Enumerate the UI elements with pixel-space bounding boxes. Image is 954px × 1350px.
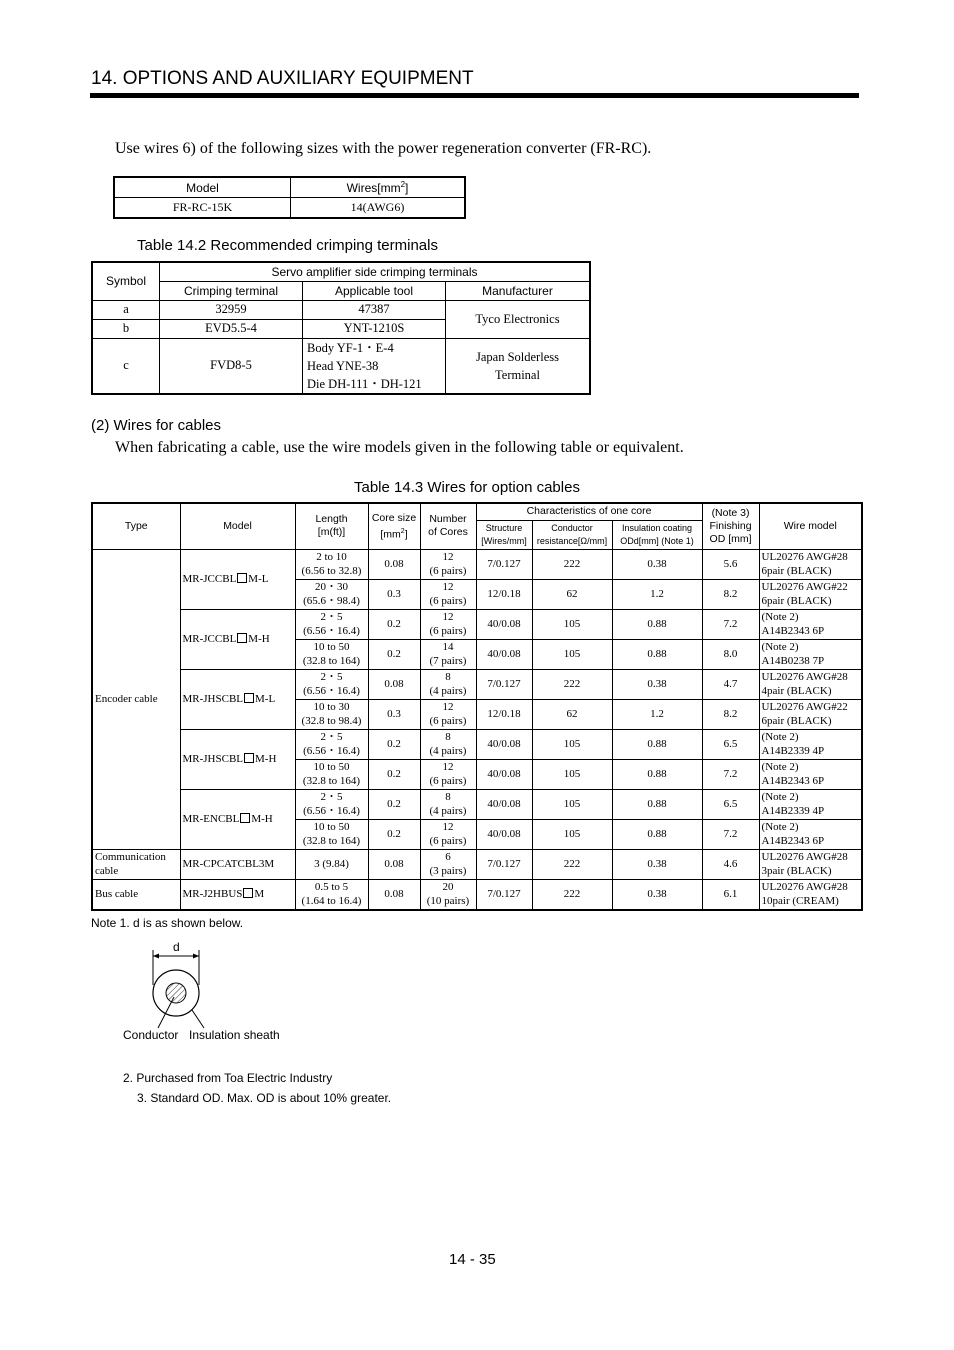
table-row [92,879,862,910]
conductor-circle [166,983,186,1003]
cell-structure: 12/0.18 [476,579,532,609]
cell-length: 2 to 10 (6.56 to 32.8) [295,549,368,579]
header-rule [90,93,859,98]
cell-core-size: 0.08 [368,549,420,579]
cell-core-size: 0.2 [368,609,420,639]
cell-core-size: 0.08 [368,879,420,910]
section-heading: (2) Wires for cables [91,417,222,434]
cell-cores: 8 (4 pairs) [420,669,476,699]
cell-wire-model: UL20276 AWG#28 3pair (BLACK) [759,849,862,879]
cell-insulation: 0.38 [612,549,702,579]
cell-insulation: 1.2 [612,699,702,729]
cell-tool: Body YF-1・E-4 Head YNE-38 Die DH-111・DH-121 [303,338,446,394]
cell-cores: 12 (6 pairs) [420,819,476,849]
cell-core-size: 0.2 [368,639,420,669]
cell-symbol: a [92,300,160,319]
cell-manufacturer: Tyco Electronics [446,300,591,338]
cell-cores: 6 (3 pairs) [420,849,476,879]
header-characteristics: Characteristics of one core [476,503,702,520]
header-type: Type [92,503,180,549]
cell-cores: 8 (4 pairs) [420,789,476,819]
cell-length: 2・5 (6.56・16.4) [295,669,368,699]
cell-symbol: c [92,338,160,394]
table-row [92,729,862,759]
header-wires: $Wires[mm^2]$ [291,177,466,198]
section-paragraph: When fabricating a cable, use the wire models given in the following table or equivalent. [115,439,684,456]
header-symbol: Symbol [92,262,160,300]
cell-insulation: 0.88 [612,789,702,819]
note-2: 2. Purchased from Toa Electric Industry [123,1071,333,1085]
cell-length: 2・5 (6.56・16.4) [295,789,368,819]
cell-wire-model: (Note 2) A14B2343 6P [759,609,862,639]
cell-cores: 12 (6 pairs) [420,699,476,729]
note-1: Note 1. d is as shown below. [91,916,244,930]
cell-structure: 40/0.08 [476,789,532,819]
header-finishing: (Note 3) Finishing OD [mm] [702,503,759,549]
header-cores: Number of Cores [420,503,476,549]
cell-structure: 40/0.08 [476,729,532,759]
cell-structure: 7/0.127 [476,879,532,910]
cell-resistance: 62 [532,579,612,609]
cell-wire-model: UL20276 AWG#22 6pair (BLACK) [759,699,862,729]
cell-type: Communication cable [92,849,180,879]
cell-model: MR-JHSCBL M-L [180,669,295,729]
table-row [92,849,862,879]
cell-resistance: 222 [532,549,612,579]
placeholder-box-icon [244,693,254,703]
cell-cores: 20 (10 pairs) [420,879,476,910]
header-insulation: Insulation coating ODd[mm] (Note 1) [612,520,702,549]
cell-wire-model: (Note 2) A14B2339 4P [759,729,862,759]
cell-length: 2・5 (6.56・16.4) [295,729,368,759]
table2-title: Table 14.2 Recommended crimping terminals [137,237,438,254]
cell-resistance: 105 [532,819,612,849]
cell-resistance: 105 [532,789,612,819]
cell-length: 0.5 to 5 (1.64 to 16.4) [295,879,368,910]
option-cables-table [91,502,863,911]
cell-wire-model: UL20276 AWG#28 6pair (BLACK) [759,549,862,579]
cell-core-size: 0.08 [368,849,420,879]
cell-wire-model: (Note 2) A14B0238 7P [759,639,862,669]
cell-insulation: 0.38 [612,879,702,910]
header-group: Servo amplifier side crimping terminals [160,262,591,281]
cell-terminal: 32959 [160,300,303,319]
cell-structure: 40/0.08 [476,819,532,849]
cell-wire-model: UL20276 AWG#22 6pair (BLACK) [759,579,862,609]
cell-model: MR-JHSCBL M-H [180,729,295,789]
note-3: 3. Standard OD. Max. OD is about 10% greater. [137,1091,392,1105]
header-resistance: Conductor resistance[Ω/mm] [532,520,612,549]
cell-cores: 8 (4 pairs) [420,729,476,759]
header-tool: Applicable tool [303,281,446,300]
header-model: Model [114,177,291,198]
cell-wire-model: (Note 2) A14B2343 6P [759,819,862,849]
figure-label-insulation: Insulation sheath [189,1028,280,1042]
header-terminal: Crimping terminal [160,281,303,300]
cell-core-size: 0.3 [368,699,420,729]
cell-finishing: 5.6 [702,549,759,579]
header-length: Length [m(ft)] [295,503,368,549]
page-number: 14 - 35 [449,1251,496,1268]
cell-tool: YNT-1210S [303,319,446,338]
arrow-head-right [193,954,199,959]
cell-length: 2・5 (6.56・16.4) [295,609,368,639]
cell-cores: 14 (7 pairs) [420,639,476,669]
table-row [92,789,862,819]
cell-insulation: 0.88 [612,729,702,759]
cell-insulation: 0.38 [612,669,702,699]
header-structure: Structure [Wires/mm] [476,520,532,549]
placeholder-box-icon [237,633,247,643]
figure-label-conductor: Conductor [123,1028,179,1042]
table-row [92,609,862,639]
header-core-size: Core size $[mm^2]$ [368,503,420,549]
cell-core-size: 0.2 [368,819,420,849]
cell-structure: 7/0.127 [476,549,532,579]
placeholder-box-icon [243,888,253,898]
cell-manufacturer: Japan Solderless Terminal [446,338,591,394]
cell-model: MR-J2HBUS M [180,879,295,910]
cell-core-size: 0.2 [368,759,420,789]
table-row [92,549,862,579]
cell-structure: 12/0.18 [476,699,532,729]
cell-length: 10 to 50 (32.8 to 164) [295,819,368,849]
cell-model: MR-ENCBL M-H [180,789,295,849]
intro-paragraph: Use wires 6) of the following sizes with the power regeneration converter (FR-RC). [115,140,652,157]
cell-structure: 7/0.127 [476,849,532,879]
cell-finishing: 7.2 [702,819,759,849]
cell-structure: 7/0.127 [476,669,532,699]
table-row [92,669,862,699]
crimping-terminals-table [91,261,591,395]
insulation-leader [192,1010,204,1028]
cell-length: 10 to 50 (32.8 to 164) [295,759,368,789]
cell-finishing: 8.2 [702,579,759,609]
cell-cores: 12 (6 pairs) [420,759,476,789]
cell-finishing: 8.0 [702,639,759,669]
cell-cores: 12 (6 pairs) [420,549,476,579]
table3-title: Table 14.3 Wires for option cables [354,479,580,496]
cell-wire-model: (Note 2) A14B2339 4P [759,789,862,819]
cell-symbol: b [92,319,160,338]
cell-cores: 12 (6 pairs) [420,579,476,609]
cell-model: FR-RC-15K [114,198,291,219]
cell-finishing: 7.2 [702,759,759,789]
cell-terminal: EVD5.5-4 [160,319,303,338]
cell-type: Encoder cable [92,549,180,849]
cell-terminal: FVD8-5 [160,338,303,394]
cell-wire-model: (Note 2) A14B2343 6P [759,759,862,789]
placeholder-box-icon [240,813,250,823]
cell-core-size: 0.08 [368,669,420,699]
header-model: Model [180,503,295,549]
cell-length: 10 to 30 (32.8 to 98.4) [295,699,368,729]
cell-resistance: 105 [532,639,612,669]
section-header: 14. OPTIONS AND AUXILIARY EQUIPMENT [91,68,474,89]
placeholder-box-icon [237,573,247,583]
cell-resistance: 222 [532,849,612,879]
cell-wire-model: UL20276 AWG#28 10pair (CREAM) [759,879,862,910]
cell-cores: 12 (6 pairs) [420,609,476,639]
cell-length: 3 (9.84) [295,849,368,879]
cell-length: 10 to 50 (32.8 to 164) [295,639,368,669]
cell-insulation: 1.2 [612,579,702,609]
figure-label-d: d [173,940,180,954]
cell-core-size: 0.2 [368,729,420,759]
cell-model: MR-JCCBL M-L [180,549,295,609]
cell-insulation: 0.88 [612,639,702,669]
cell-insulation: 0.38 [612,849,702,879]
cell-core-size: 0.3 [368,579,420,609]
header-wire-model: Wire model [759,503,862,549]
cell-resistance: 105 [532,609,612,639]
cell-resistance: 105 [532,729,612,759]
cell-model: MR-JCCBL M-H [180,609,295,669]
cell-resistance: 105 [532,759,612,789]
cell-wires: 14(AWG6) [291,198,466,219]
cell-model: MR-CPCATCBL3M [180,849,295,879]
cell-insulation: 0.88 [612,819,702,849]
cell-structure: 40/0.08 [476,639,532,669]
arrow-head-left [153,954,159,959]
cell-core-size: 0.2 [368,789,420,819]
cell-finishing: 4.7 [702,669,759,699]
cell-type: Bus cable [92,879,180,910]
cell-finishing: 6.5 [702,729,759,759]
fr-rc-wire-table [113,176,466,219]
cell-tool: 47387 [303,300,446,319]
cell-wire-model: UL20276 AWG#28 4pair (BLACK) [759,669,862,699]
cell-resistance: 222 [532,879,612,910]
cell-resistance: 62 [532,699,612,729]
cell-resistance: 222 [532,669,612,699]
header-manufacturer: Manufacturer [446,281,591,300]
cell-finishing: 7.2 [702,609,759,639]
cell-length: 20・30 (65.6・98.4) [295,579,368,609]
cell-finishing: 6.1 [702,879,759,910]
cell-finishing: 6.5 [702,789,759,819]
cell-finishing: 4.6 [702,849,759,879]
cell-structure: 40/0.08 [476,759,532,789]
cell-insulation: 0.88 [612,759,702,789]
cell-insulation: 0.88 [612,609,702,639]
placeholder-box-icon [244,753,254,763]
cell-finishing: 8.2 [702,699,759,729]
cell-structure: 40/0.08 [476,609,532,639]
